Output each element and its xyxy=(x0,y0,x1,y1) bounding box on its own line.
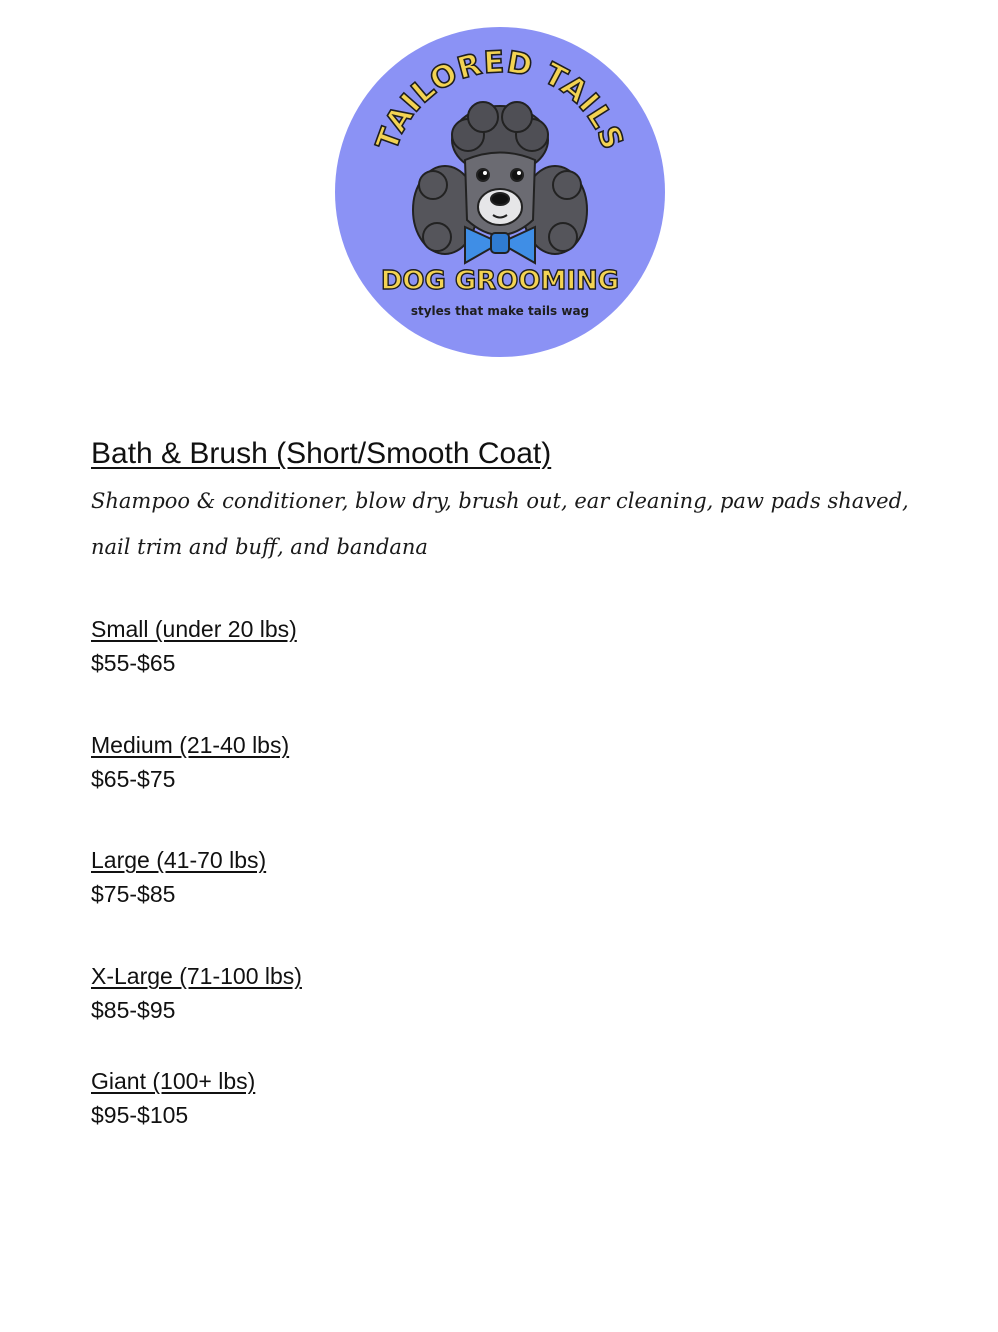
logo xyxy=(333,25,667,359)
logo-brand-top: TAILORED TAILS xyxy=(369,44,631,156)
service-section xyxy=(91,432,931,570)
tier-label: X-Large (71-100 lbs) xyxy=(91,963,302,989)
logo-tagline: styles that make tails wag xyxy=(410,304,590,318)
tier-price: $85-$95 xyxy=(91,997,176,1023)
tier-price: $55-$65 xyxy=(91,650,176,676)
tier-label: Giant (100+ lbs) xyxy=(91,1068,256,1094)
service-title: Bath & Brush (Short/Smooth Coat) xyxy=(91,437,552,470)
logo-graphic xyxy=(333,25,667,359)
logo-brand-bottom: DOG GROOMING xyxy=(380,266,620,296)
tier-xlarge xyxy=(91,959,591,1027)
tier-price: $75-$85 xyxy=(91,881,176,907)
tier-medium xyxy=(91,728,591,796)
tier-label: Small (under 20 lbs) xyxy=(91,616,297,642)
tier-label: Medium (21-40 lbs) xyxy=(91,732,290,758)
tier-small xyxy=(91,612,591,680)
tier-giant xyxy=(91,1064,591,1132)
tier-price: $95-$105 xyxy=(91,1102,189,1128)
tier-large xyxy=(91,843,591,911)
tier-price: $65-$75 xyxy=(91,766,176,792)
service-description: Shampoo & conditioner, blow dry, brush out, ear cleaning, paw pads shaved, nail trim and buff, and bandana xyxy=(91,489,909,559)
tier-label: Large (41-70 lbs) xyxy=(91,847,267,873)
